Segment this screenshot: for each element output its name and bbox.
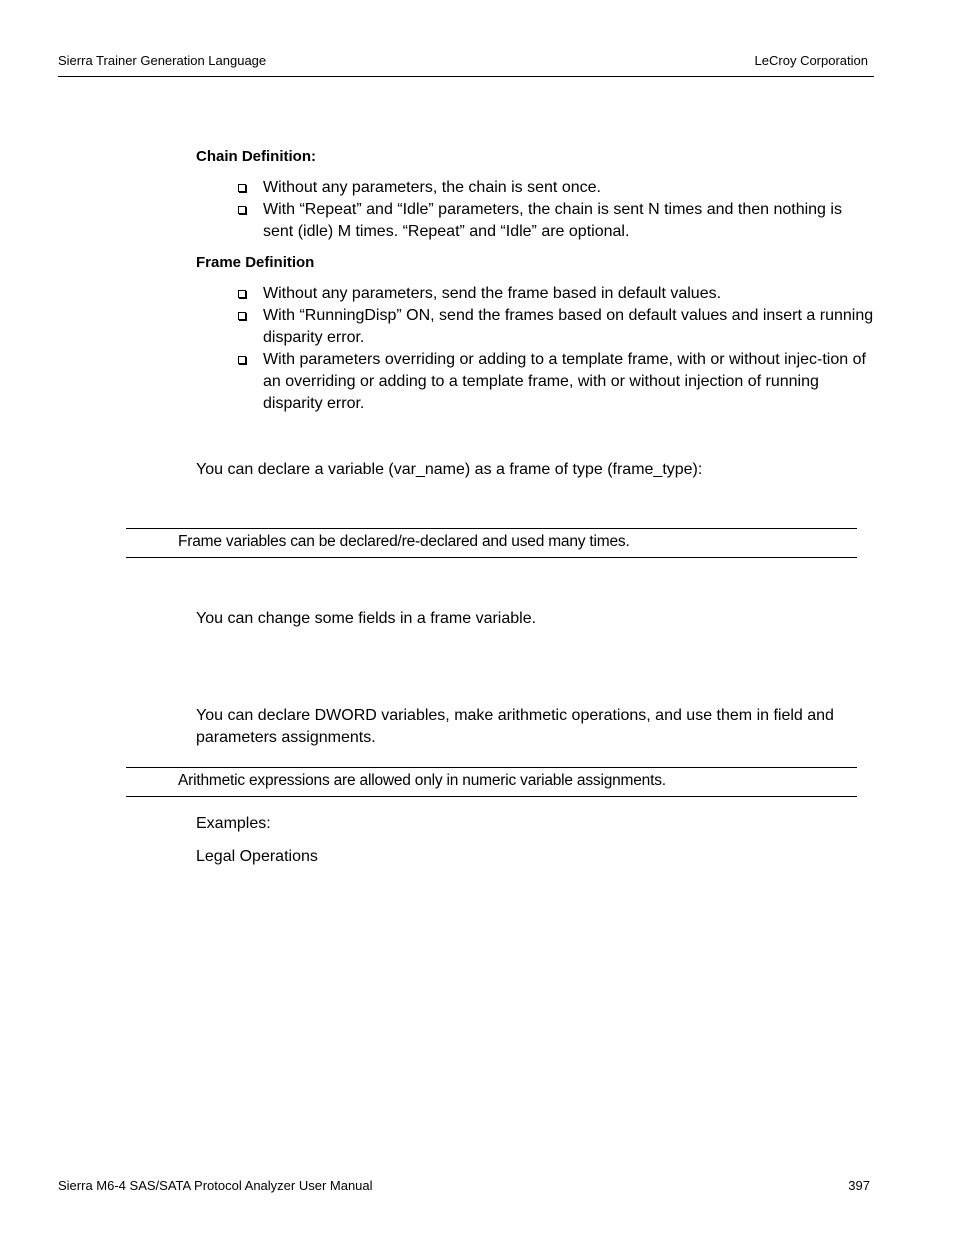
list-item-text: With “RunningDisp” ON, send the frames based on default values and insert a running disparity error. — [263, 307, 874, 346]
dword-variables-paragraph: You can declare DWORD variables, make arithmetic operations, and use them in field and parameters assignments. — [196, 707, 834, 746]
note-bottom-rule — [126, 557, 857, 558]
frame-definition-list — [236, 283, 876, 415]
checkbox-bullet-icon — [238, 312, 246, 320]
note-top-rule — [126, 767, 857, 768]
arithmetic-note: Arithmetic expressions are allowed only in numeric variable assignments. — [178, 772, 666, 789]
checkbox-bullet-icon — [238, 290, 246, 298]
list-item-text: Without any parameters, the chain is sent once. — [263, 179, 601, 196]
chain-definition-heading: Chain Definition: — [196, 148, 316, 165]
footer-manual-title: Sierra M6-4 SAS/SATA Protocol Analyzer User Manual — [58, 1178, 373, 1193]
frame-variables-note: Frame variables can be declared/re-declared and used many times. — [178, 533, 630, 550]
list-item-text: Without any parameters, send the frame based in default values. — [263, 285, 722, 302]
list-item-text: With parameters overriding or adding to a template frame, with or without injec-tion of an overriding or adding to a template frame, with or without injection of running disparity error. — [263, 351, 866, 412]
list-item — [236, 349, 876, 415]
checkbox-bullet-icon — [238, 206, 246, 214]
checkbox-bullet-icon — [238, 356, 246, 364]
examples-label: Examples: — [196, 815, 271, 832]
chain-definition-list — [236, 177, 876, 243]
frame-definition-heading: Frame Definition — [196, 254, 315, 271]
checkbox-bullet-icon — [238, 184, 246, 192]
note-bottom-rule — [126, 796, 857, 797]
change-fields-paragraph: You can change some fields in a frame variable. — [196, 610, 537, 627]
list-item-text: With “Repeat” and “Idle” parameters, the chain is sent N times and then nothing is sent (idle) M times. “Repeat” and “Idle” are optional. — [263, 201, 842, 240]
list-item — [236, 305, 876, 349]
header-divider — [58, 76, 874, 77]
legal-operations-label: Legal Operations — [196, 848, 318, 865]
note-top-rule — [126, 528, 857, 529]
list-item — [236, 177, 876, 199]
declare-variable-paragraph: You can declare a variable (var_name) as a frame of type (frame_type): — [196, 461, 703, 478]
header-company: LeCroy Corporation — [754, 53, 868, 68]
list-item — [236, 283, 876, 305]
footer-page-number: 397 — [848, 1178, 870, 1193]
header-title: Sierra Trainer Generation Language — [58, 53, 267, 68]
list-item — [236, 199, 876, 243]
